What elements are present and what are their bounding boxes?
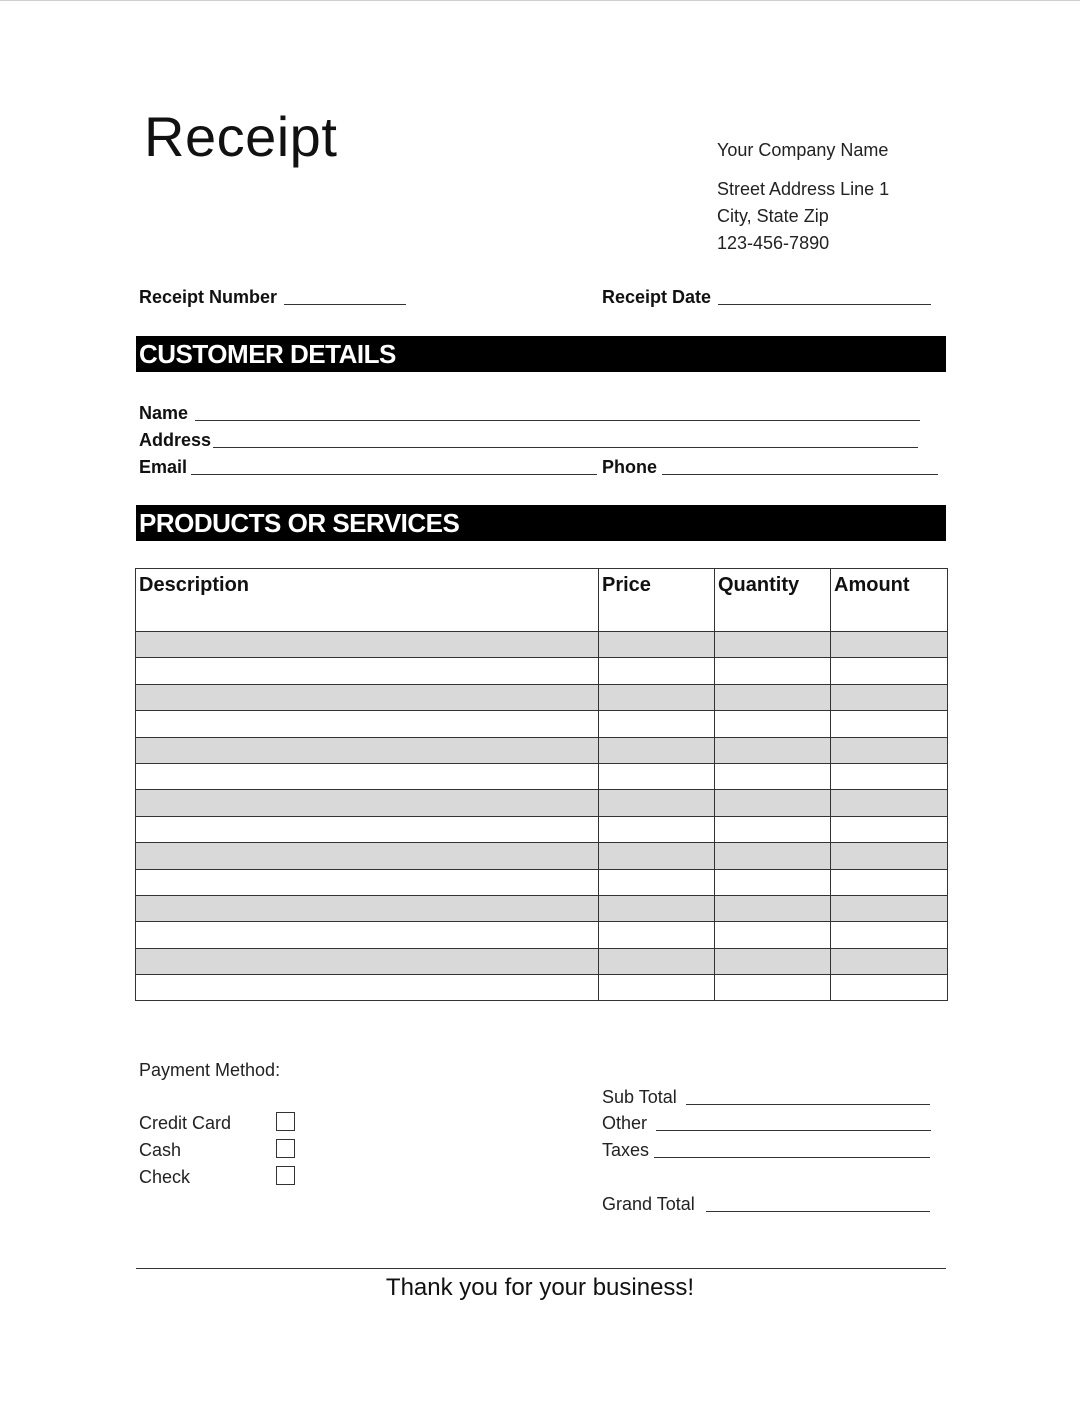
quantity-cell[interactable] [715,632,831,658]
products-table [135,568,948,1001]
column-header-amount: Amount [831,569,948,632]
price-cell[interactable] [599,816,715,842]
credit-card-checkbox[interactable] [276,1112,295,1131]
other-label: Other [602,1113,648,1133]
quantity-cell[interactable] [715,737,831,763]
quantity-cell[interactable] [715,711,831,737]
amount-cell[interactable] [831,790,948,816]
price-cell[interactable] [599,790,715,816]
price-cell[interactable] [599,711,715,737]
description-cell[interactable] [136,632,599,658]
top-border [0,0,1080,1]
sub-total-label: Sub Total [602,1087,677,1107]
other-field[interactable] [656,1130,931,1131]
quantity-cell[interactable] [715,684,831,710]
document-title: Receipt [144,105,338,168]
table-row [136,895,948,921]
price-cell[interactable] [599,684,715,710]
receipt-number-field[interactable] [284,304,406,305]
payment-option-credit-card-label: Credit Card [139,1113,232,1133]
phone-field[interactable] [662,474,938,475]
table-row [136,816,948,842]
table-row [136,922,948,948]
grand-total-label: Grand Total [602,1194,695,1214]
description-cell[interactable] [136,737,599,763]
quantity-cell[interactable] [715,763,831,789]
price-cell[interactable] [599,869,715,895]
price-cell[interactable] [599,737,715,763]
description-cell[interactable] [136,658,599,684]
payment-option-check-label: Check [139,1167,191,1187]
taxes-label: Taxes [602,1140,650,1160]
table-row [136,843,948,869]
customer-details-heading: CUSTOMER DETAILS [136,336,946,372]
description-cell[interactable] [136,816,599,842]
description-cell[interactable] [136,895,599,921]
column-header-quantity: Quantity [715,569,831,632]
table-row [136,684,948,710]
quantity-cell[interactable] [715,843,831,869]
description-cell[interactable] [136,711,599,737]
table-row [136,869,948,895]
price-cell[interactable] [599,658,715,684]
amount-cell[interactable] [831,843,948,869]
quantity-cell[interactable] [715,658,831,684]
amount-cell[interactable] [831,632,948,658]
price-cell[interactable] [599,763,715,789]
payment-option-cash-label: Cash [139,1140,182,1160]
amount-cell[interactable] [831,975,948,1001]
quantity-cell[interactable] [715,816,831,842]
table-row [136,790,948,816]
description-cell[interactable] [136,975,599,1001]
column-header-description: Description [136,569,599,632]
name-field[interactable] [195,420,920,421]
description-cell[interactable] [136,790,599,816]
price-cell[interactable] [599,922,715,948]
footer-divider [136,1268,946,1269]
description-cell[interactable] [136,922,599,948]
price-cell[interactable] [599,948,715,974]
table-row [136,632,948,658]
company-name: Your Company Name [717,140,889,160]
column-header-price: Price [599,569,715,632]
payment-method-heading: Payment Method: [139,1060,281,1080]
amount-cell[interactable] [831,869,948,895]
address-field[interactable] [213,447,918,448]
table-row [136,948,948,974]
amount-cell[interactable] [831,711,948,737]
table-row [136,711,948,737]
amount-cell[interactable] [831,922,948,948]
description-cell[interactable] [136,869,599,895]
table-row [136,737,948,763]
description-cell[interactable] [136,843,599,869]
address-label: Address [139,430,212,450]
products-header-row [136,569,948,632]
description-cell[interactable] [136,763,599,789]
price-cell[interactable] [599,843,715,869]
sub-total-field[interactable] [686,1104,930,1105]
table-row [136,658,948,684]
company-street: Street Address Line 1 [717,179,890,199]
amount-cell[interactable] [831,816,948,842]
taxes-field[interactable] [654,1157,930,1158]
company-city: City, State Zip [717,206,829,226]
email-label: Email [139,457,188,477]
phone-label: Phone [602,457,658,477]
quantity-cell[interactable] [715,975,831,1001]
quantity-cell[interactable] [715,895,831,921]
description-cell[interactable] [136,684,599,710]
amount-cell[interactable] [831,948,948,974]
cash-checkbox[interactable] [276,1139,295,1158]
price-cell[interactable] [599,632,715,658]
email-field[interactable] [191,474,597,475]
name-label: Name [139,403,189,423]
amount-cell[interactable] [831,684,948,710]
products-heading: PRODUCTS OR SERVICES [136,505,946,541]
quantity-cell[interactable] [715,869,831,895]
quantity-cell[interactable] [715,790,831,816]
grand-total-field[interactable] [706,1211,930,1212]
amount-cell[interactable] [831,658,948,684]
thank-you-message: Thank you for your business! [385,1274,695,1301]
amount-cell[interactable] [831,737,948,763]
company-phone: 123-456-7890 [717,233,830,253]
quantity-cell[interactable] [715,922,831,948]
quantity-cell[interactable] [715,948,831,974]
price-cell[interactable] [599,975,715,1001]
table-row [136,975,948,1001]
description-cell[interactable] [136,948,599,974]
amount-cell[interactable] [831,763,948,789]
receipt-date-field[interactable] [718,304,931,305]
table-row [136,763,948,789]
receipt-date-label: Receipt Date [602,287,712,307]
amount-cell[interactable] [831,895,948,921]
receipt-number-label: Receipt Number [139,287,278,307]
check-checkbox[interactable] [276,1166,295,1185]
price-cell[interactable] [599,895,715,921]
